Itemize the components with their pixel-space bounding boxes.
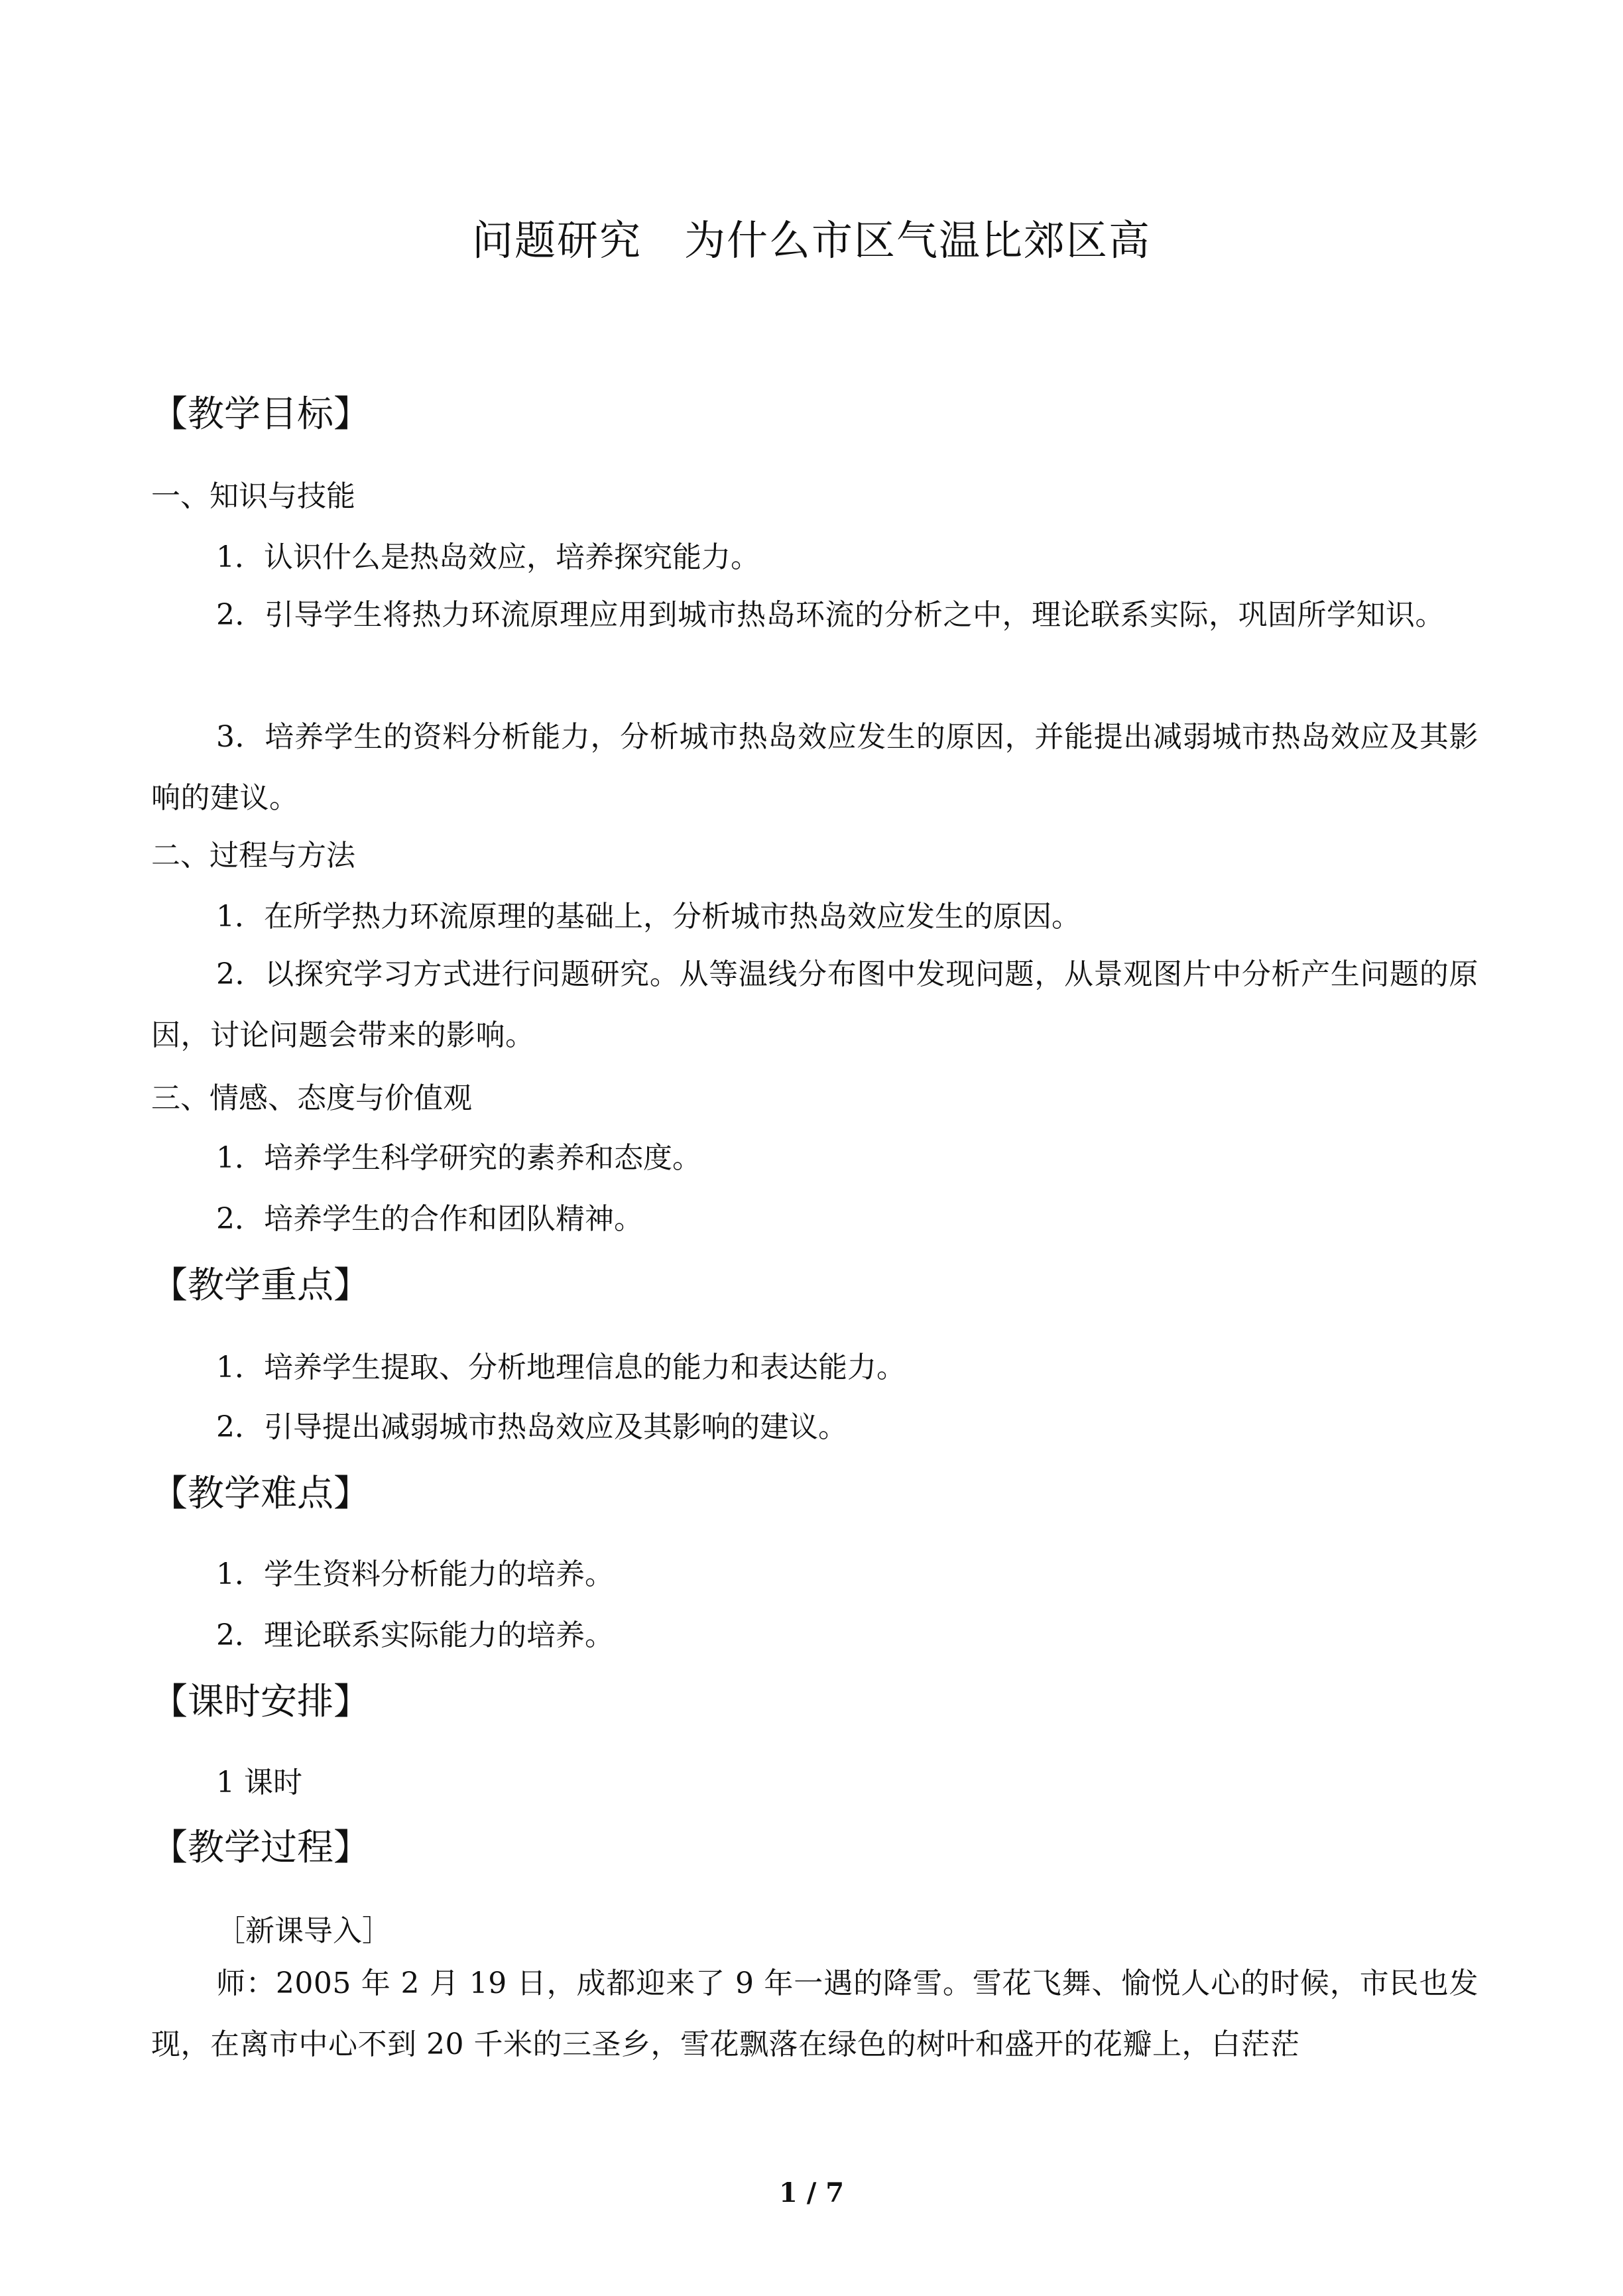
knowledge-item-3: 3．培养学生的资料分析能力，分析城市热岛效应发生的原因，并能提出减弱城市热岛效应及其影响的建议。: [151, 720, 1478, 815]
document-title: 问题研究 为什么市区气温比郊区高: [471, 216, 1151, 265]
process-method-heading: 二、过程与方法: [151, 839, 355, 873]
schedule-heading: 【课时安排】: [151, 1680, 371, 1722]
knowledge-item-1: 1．认识什么是热岛效应，培养探究能力。: [216, 540, 760, 574]
objectives-heading: 【教学目标】: [151, 393, 371, 435]
knowledge-item-2: 2．引导学生将热力环流原理应用到城市热岛环流的分析之中，理论联系实际，巩固所学知识。: [216, 598, 1445, 632]
page-number: 1 / 7: [778, 2177, 845, 2208]
process-item-2: 2．以探究学习方式进行问题研究。从等温线分布图中发现问题，从景观图片中分析产生问题的原因，讨论问题会带来的影响。: [151, 957, 1478, 1052]
key-point-item-1: 1．培养学生提取、分析地理信息的能力和表达能力。: [216, 1351, 906, 1384]
difficult-point-item-1: 1．学生资料分析能力的培养。: [216, 1557, 614, 1591]
key-points-heading: 【教学重点】: [151, 1264, 371, 1306]
emotion-item-1: 1．培养学生科学研究的素养和态度。: [216, 1141, 701, 1175]
emotion-item-2: 2．培养学生的合作和团队精神。: [216, 1202, 643, 1236]
difficult-point-item-2: 2．理论联系实际能力的培养。: [216, 1618, 614, 1652]
difficult-points-heading: 【教学难点】: [151, 1472, 371, 1514]
schedule-value: 1 课时: [216, 1766, 302, 1799]
knowledge-skills-heading: 一、知识与技能: [151, 479, 355, 513]
new-lesson-intro-text: 师：2005 年 2 月 19 日，成都迎来了 9 年一遇的降雪。雪花飞舞、愉悦人心的时候，市民也发现，在离市中心不到 20 千米的三圣乡，雪花飘落在绿色的树叶和盛开的花瓣上，白茫茫: [151, 1966, 1478, 2061]
process-item-1: 1．在所学热力环流原理的基础上，分析城市热岛效应发生的原因。: [216, 900, 1081, 934]
teaching-process-heading: 【教学过程】: [151, 1826, 371, 1868]
key-point-item-2: 2．引导提出减弱城市热岛效应及其影响的建议。: [216, 1410, 847, 1444]
emotion-values-heading: 三、情感、态度与价值观: [151, 1081, 472, 1115]
new-lesson-intro-label: ［新课导入］: [216, 1914, 391, 1948]
